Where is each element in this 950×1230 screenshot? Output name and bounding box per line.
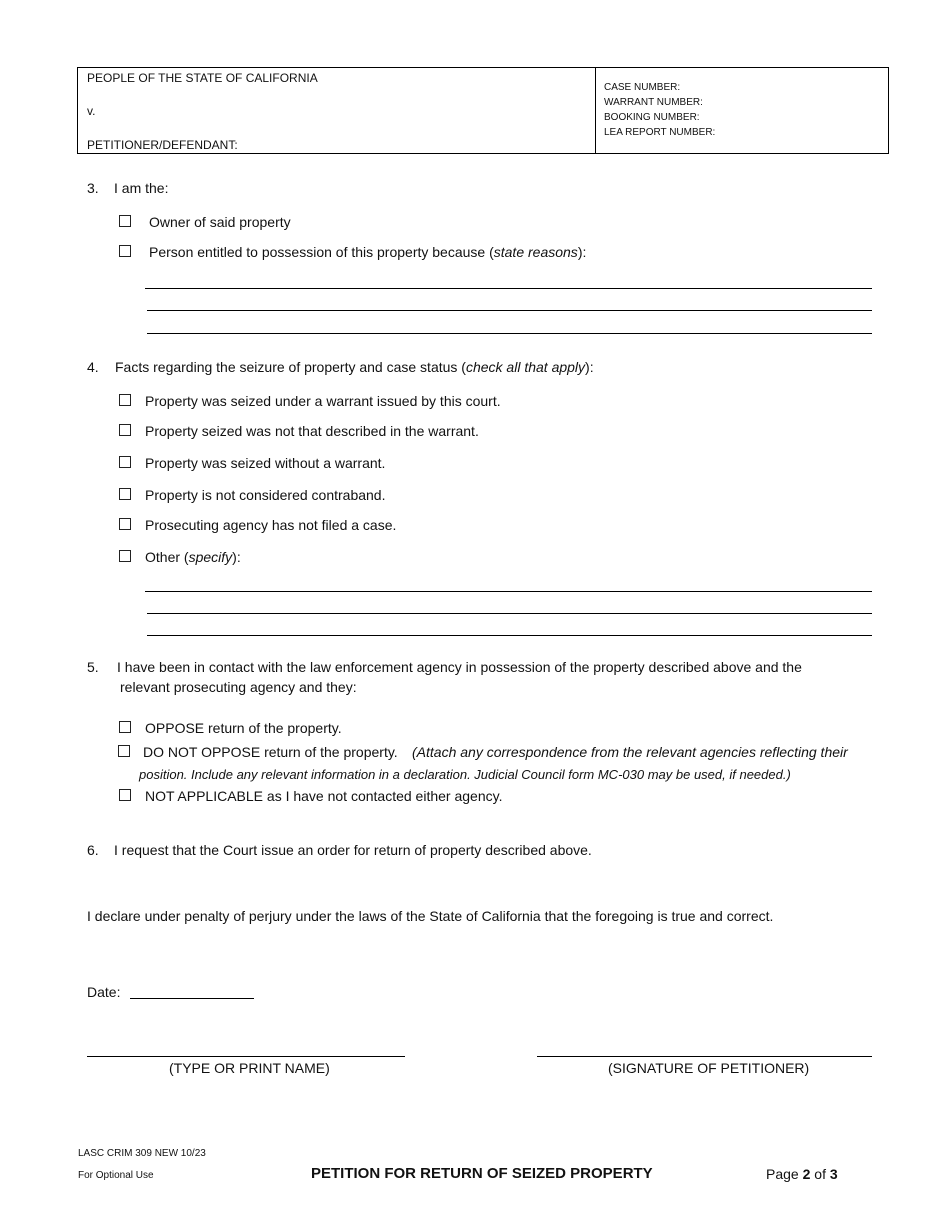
oppose-checkbox[interactable] xyxy=(119,721,131,733)
person-entitled-checkbox[interactable] xyxy=(119,245,131,257)
signature-line[interactable] xyxy=(537,1056,872,1057)
seized-under-warrant-label: Property was seized under a warrant issued by this court. xyxy=(145,393,501,409)
do-not-oppose-note-1: (Attach any correspondence from the relevant agencies reflecting their xyxy=(412,744,848,760)
state-reasons-line-2[interactable] xyxy=(147,310,872,311)
page-number: Page 2 of 3 xyxy=(766,1166,838,1182)
warrant-number-label: WARRANT NUMBER: xyxy=(604,97,703,108)
seized-without-warrant-checkbox[interactable] xyxy=(119,456,131,468)
other-label: Other (specify): xyxy=(145,549,241,565)
section-4-number: 4. xyxy=(87,359,99,375)
case-number-label: CASE NUMBER: xyxy=(604,82,681,93)
no-case-filed-checkbox[interactable] xyxy=(119,518,131,530)
do-not-oppose-note-2: position. Include any relevant information in a declaration. Judicial Council form MC-030 may be used, if needed.) xyxy=(139,767,791,782)
signature-caption: (SIGNATURE OF PETITIONER) xyxy=(608,1060,810,1076)
form-title: PETITION FOR RETURN OF SEIZED PROPERTY xyxy=(311,1165,653,1182)
plaintiff-label: PEOPLE OF THE STATE OF CALIFORNIA xyxy=(87,71,318,85)
versus-label: v. xyxy=(87,104,96,118)
date-label: Date: xyxy=(87,984,121,1000)
do-not-oppose-checkbox[interactable] xyxy=(118,745,130,757)
date-line[interactable] xyxy=(130,998,254,999)
perjury-declaration: I declare under penalty of perjury under the laws of the State of California that the foregoing is true and correct. xyxy=(87,908,774,924)
other-checkbox[interactable] xyxy=(119,550,131,562)
oppose-label: OPPOSE return of the property. xyxy=(145,720,342,736)
lea-report-number-label: LEA REPORT NUMBER: xyxy=(604,127,716,138)
state-reasons-line-1[interactable] xyxy=(145,288,872,289)
section-3-heading: I am the: xyxy=(114,180,169,196)
section-4-heading: Facts regarding the seizure of property and case status (check all that apply): xyxy=(115,359,594,375)
print-name-caption: (TYPE OR PRINT NAME) xyxy=(169,1060,330,1076)
other-specify-line-3[interactable] xyxy=(147,635,872,636)
section-5-number: 5. xyxy=(87,659,99,675)
section-3-number: 3. xyxy=(87,180,99,196)
not-described-in-warrant-label: Property seized was not that described in the warrant. xyxy=(145,423,479,439)
seized-without-warrant-label: Property was seized without a warrant. xyxy=(145,455,386,471)
section-6-number: 6. xyxy=(87,842,99,858)
not-contraband-label: Property is not considered contraband. xyxy=(145,487,386,503)
state-reasons-line-3[interactable] xyxy=(147,333,872,334)
not-applicable-label: NOT APPLICABLE as I have not contacted either agency. xyxy=(145,788,503,804)
optional-use-note: For Optional Use xyxy=(78,1170,154,1181)
section-5-line-1: I have been in contact with the law enforcement agency in possession of the property described above and the xyxy=(117,659,802,675)
do-not-oppose-label: DO NOT OPPOSE return of the property. xyxy=(143,744,398,760)
owner-checkbox[interactable] xyxy=(119,215,131,227)
seized-under-warrant-checkbox[interactable] xyxy=(119,394,131,406)
section-6-text: I request that the Court issue an order for return of property described above. xyxy=(114,842,592,858)
not-contraband-checkbox[interactable] xyxy=(119,488,131,500)
person-entitled-option-label: Person entitled to possession of this property because (state reasons): xyxy=(149,244,587,260)
not-applicable-checkbox[interactable] xyxy=(119,789,131,801)
owner-option-label: Owner of said property xyxy=(149,214,291,230)
case-caption-box xyxy=(77,67,889,154)
caption-divider xyxy=(595,68,596,153)
no-case-filed-label: Prosecuting agency has not filed a case. xyxy=(145,517,397,533)
other-specify-line-2[interactable] xyxy=(147,613,872,614)
print-name-line[interactable] xyxy=(87,1056,405,1057)
other-specify-line-1[interactable] xyxy=(145,591,872,592)
not-described-in-warrant-checkbox[interactable] xyxy=(119,424,131,436)
section-5-line-2: relevant prosecuting agency and they: xyxy=(120,679,357,695)
petitioner-defendant-label: PETITIONER/DEFENDANT: xyxy=(87,138,238,152)
form-id: LASC CRIM 309 NEW 10/23 xyxy=(78,1148,206,1159)
booking-number-label: BOOKING NUMBER: xyxy=(604,112,700,123)
